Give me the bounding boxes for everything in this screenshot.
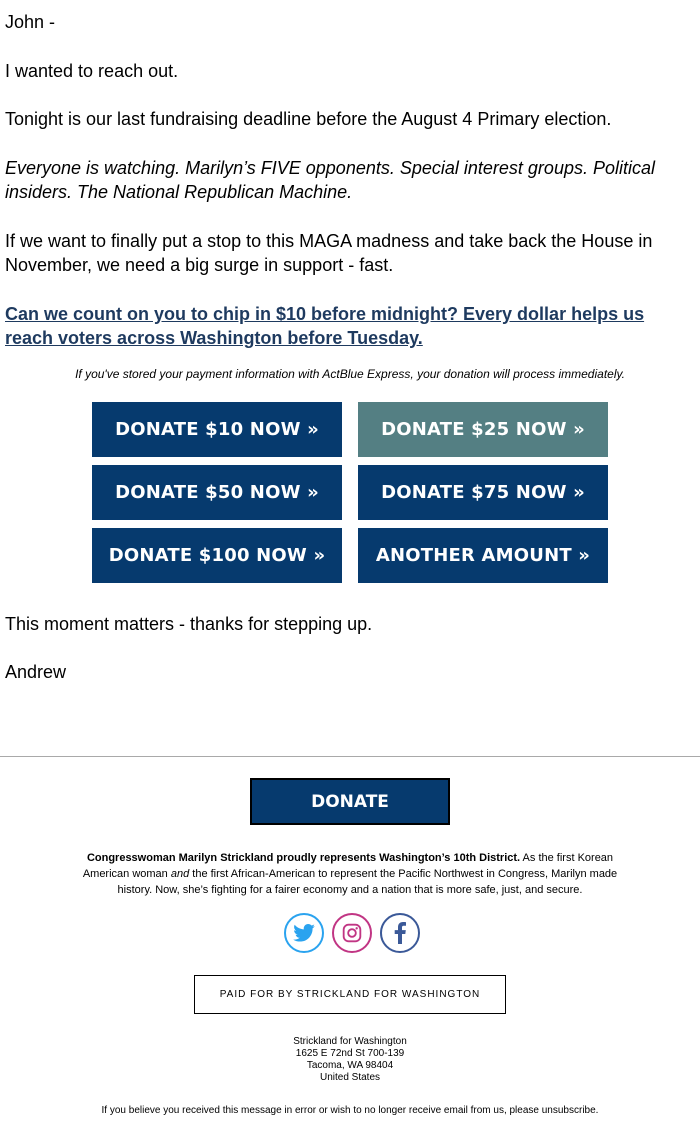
paragraph-deadline: Tonight is our last fundraising deadline before the August 4 Primary election.	[5, 109, 612, 129]
paragraph-intro: I wanted to reach out.	[5, 61, 179, 81]
donate-10-button[interactable]: DONATE $10 NOW »	[92, 402, 342, 457]
twitter-icon[interactable]	[284, 913, 324, 953]
footer-divider	[0, 756, 700, 757]
bio-part-2: the first African-American to represent the Pacific Northwest in Congress, Marilyn made history. Now, she’s fighting for a fairer economy and a nation that is more safe, just, and secure.	[117, 868, 618, 896]
address-org: Strickland for Washington	[293, 1036, 407, 1047]
instagram-icon[interactable]	[332, 913, 372, 953]
bio-bold: Congresswoman Marilyn Strickland proudly represents Washington’s 10th District.	[86, 852, 521, 864]
donate-25-button[interactable]: DONATE $25 NOW »	[358, 402, 608, 457]
signature: Andrew	[5, 662, 67, 682]
another-amount-button[interactable]: ANOTHER AMOUNT »	[358, 528, 608, 583]
watching-italic: Everyone is watching. Marilyn’s FIVE opponents. Special interest groups. Political insiders. The National Republican Machine.	[5, 158, 655, 202]
bio-text	[70, 850, 630, 898]
actblue-express-note: If you've stored your payment information with ActBlue Express, your donation will process immediately.	[75, 367, 625, 381]
chip-in-link[interactable]: Can we count on you to chip in $10 before midnight? Every dollar helps us reach voters across Washington before Tuesday.	[5, 304, 645, 348]
bio-and: and	[170, 868, 190, 880]
address-city: Tacoma, WA 98404	[306, 1060, 394, 1071]
donate-100-button[interactable]: DONATE $100 NOW »	[92, 528, 342, 583]
facebook-icon[interactable]	[380, 913, 420, 953]
closing-line: This moment matters - thanks for stepping up.	[5, 614, 373, 634]
paid-for-disclaimer: PAID FOR BY STRICKLAND FOR WASHINGTON	[194, 975, 506, 1014]
unsubscribe-line[interactable]: If you believe you received this message in error or wish to no longer receive email from us, please unsubscribe.	[101, 1105, 599, 1116]
mailing-address	[0, 1036, 700, 1084]
donate-75-button[interactable]: DONATE $75 NOW »	[358, 465, 608, 520]
greeting: John -	[5, 12, 56, 32]
paragraph-surge: If we want to finally put a stop to this MAGA madness and take back the House in November, we need a big surge in support - fast.	[5, 231, 653, 275]
donate-50-button[interactable]: DONATE $50 NOW »	[92, 465, 342, 520]
address-street: 1625 E 72nd St 700-139	[295, 1048, 405, 1059]
address-country: United States	[319, 1072, 381, 1083]
footer-donate-button[interactable]: DONATE	[250, 778, 450, 825]
bio-part-1: As the first Korean American woman	[82, 852, 614, 880]
cta-paragraph	[5, 302, 685, 350]
paragraph-watching	[5, 156, 685, 204]
